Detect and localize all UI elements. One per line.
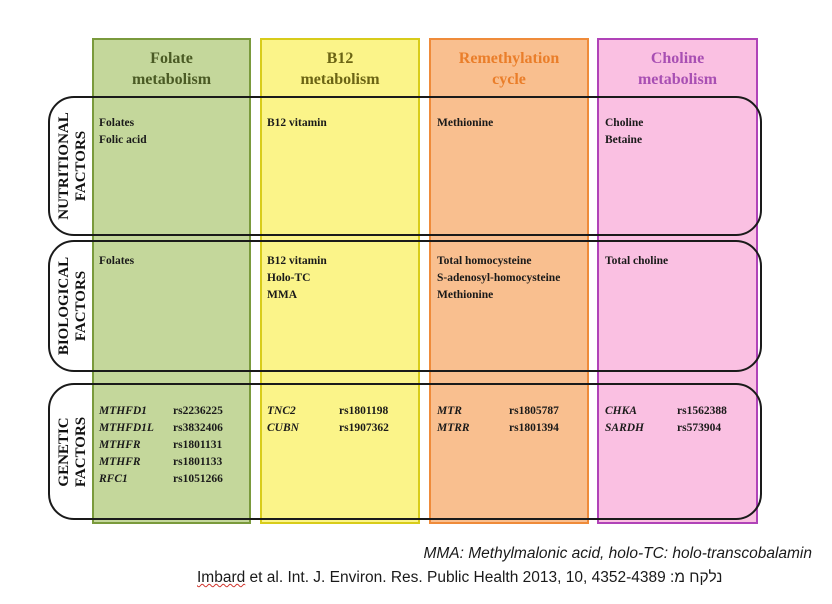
gene-entry: MTRR rs1801394 xyxy=(437,422,559,434)
cell-nutritional-b12: B12 vitamin xyxy=(267,117,327,129)
row-label-biological: BIOLOGICAL FACTORS xyxy=(56,256,90,356)
cell-genetic-choline xyxy=(605,403,727,437)
citation-text: et al. Int. J. Environ. Res. Public Health 2013, 10, 4352-4389 :נלקח מ xyxy=(245,569,723,586)
cell-genetic-folate xyxy=(99,403,223,488)
cell-nutritional-remethylation: Methionine xyxy=(437,117,494,129)
gene-entry: MTHFD1 rs2236225 xyxy=(99,405,223,417)
gene-entry: MTHFR rs1801133 xyxy=(99,456,223,468)
cell-biological-remethylation: Total homocysteine S-adenosyl-homocysteine Methionine xyxy=(437,255,561,301)
gene-entry: MTHFR rs1801131 xyxy=(99,439,223,451)
source-citation xyxy=(197,569,722,587)
row-label-nutritional: NUTRITIONAL FACTORS xyxy=(56,112,89,220)
citation-author: Imbard xyxy=(197,569,246,586)
gene-entry: CHKA rs1562388 xyxy=(605,405,727,417)
column-header: Folate metabolism xyxy=(131,50,212,88)
cell-nutritional-choline: Choline Betaine xyxy=(605,117,644,146)
cell-biological-folate: Folates xyxy=(99,255,135,267)
cell-nutritional-folate: Folates Folic acid xyxy=(99,117,147,146)
gene-entry: CUBN rs1907362 xyxy=(267,422,389,434)
cell-genetic-remethylation xyxy=(437,403,559,437)
gene-entry: RFC1 rs1051266 xyxy=(99,473,223,485)
cell-genetic-b12 xyxy=(267,403,389,437)
cell-biological-choline: Total choline xyxy=(605,255,669,267)
column-header: Choline metabolism xyxy=(637,50,718,88)
abbreviation-caption: MMA: Methylmalonic acid, holo-TC: holo-transcobalamin xyxy=(423,545,812,562)
column-header: B12 metabolism xyxy=(300,50,380,88)
gene-entry: MTHFD1L rs3832406 xyxy=(99,422,223,434)
column-header: Remethylation cycle xyxy=(458,50,560,88)
nutritional-factors-row xyxy=(48,96,762,236)
gene-entry: SARDH rs573904 xyxy=(605,422,722,434)
cell-biological-b12: B12 vitamin Holo-TC MMA xyxy=(267,255,327,301)
row-label-genetic: GENETIC FACTORS xyxy=(56,416,90,487)
gene-entry: MTR rs1805787 xyxy=(437,405,559,417)
gene-entry: TNC2 rs1801198 xyxy=(267,405,389,417)
